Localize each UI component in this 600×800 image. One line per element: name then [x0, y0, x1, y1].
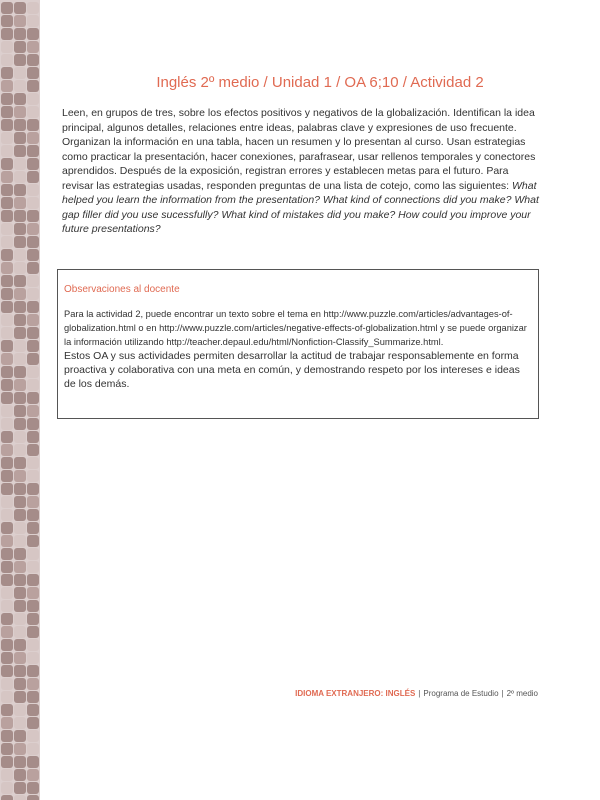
sidebar-tile: [27, 483, 39, 495]
sidebar-tile: [1, 80, 13, 92]
sidebar-tile: [27, 171, 39, 183]
sidebar-tile: [14, 145, 26, 157]
sidebar-tile: [14, 639, 26, 651]
sidebar-tile: [27, 626, 39, 638]
teacher-observations-box: [57, 269, 539, 419]
sidebar-tile: [1, 756, 13, 768]
sidebar-tile: [14, 535, 26, 547]
sidebar-tile: [14, 730, 26, 742]
sidebar-tile: [14, 132, 26, 144]
sidebar-tile: [1, 236, 13, 248]
sidebar-tile: [1, 366, 13, 378]
sidebar-tile: [1, 509, 13, 521]
sidebar-tile: [1, 574, 13, 586]
sidebar-tile: [14, 795, 26, 800]
sidebar-tile: [1, 15, 13, 27]
sidebar-tile: [1, 223, 13, 235]
sidebar-tile: [14, 171, 26, 183]
sidebar-tile: [27, 574, 39, 586]
sidebar-tile: [1, 483, 13, 495]
sidebar-tile: [27, 613, 39, 625]
sidebar-tile: [27, 379, 39, 391]
sidebar-tile: [1, 769, 13, 781]
sidebar-tile: [1, 353, 13, 365]
sidebar-tile: [14, 704, 26, 716]
sidebar-tile: [14, 509, 26, 521]
sidebar-tile: [27, 678, 39, 690]
sidebar-tile: [1, 119, 13, 131]
page-title: Inglés 2º medio / Unidad 1 / OA 6;10 / Actividad 2: [156, 74, 484, 91]
sidebar-tile: [14, 80, 26, 92]
sidebar-tile: [1, 639, 13, 651]
sidebar-tile: [27, 236, 39, 248]
sidebar-tile: [27, 132, 39, 144]
sidebar-tile: [14, 626, 26, 638]
sidebar-tile: [1, 613, 13, 625]
sidebar-tile: [1, 379, 13, 391]
sidebar-tile: [1, 470, 13, 482]
sidebar-tile: [1, 730, 13, 742]
sidebar-tile: [1, 444, 13, 456]
sidebar-tile: [14, 184, 26, 196]
sidebar-tile: [27, 600, 39, 612]
sidebar-tile: [14, 769, 26, 781]
sidebar-tile: [14, 522, 26, 534]
sidebar-tile: [14, 223, 26, 235]
sidebar-tile: [27, 67, 39, 79]
sidebar-tile: [27, 639, 39, 651]
sidebar-tile: [14, 483, 26, 495]
sidebar-tile: [27, 249, 39, 261]
sidebar-tile: [1, 678, 13, 690]
sidebar-tile: [14, 756, 26, 768]
sidebar-tile: [14, 158, 26, 170]
sidebar-tile: [1, 691, 13, 703]
sidebar-tile: [27, 691, 39, 703]
sidebar-tile: [27, 210, 39, 222]
sidebar-tile: [27, 457, 39, 469]
sidebar-tile: [27, 301, 39, 313]
sidebar-tile: [27, 756, 39, 768]
sidebar-tile: [27, 496, 39, 508]
sidebar-tile: [1, 158, 13, 170]
sidebar-tile: [27, 444, 39, 456]
sidebar-tile: [14, 743, 26, 755]
sidebar-tile: [27, 28, 39, 40]
sidebar-tile: [27, 54, 39, 66]
sidebar-tile: [27, 15, 39, 27]
sidebar-tile: [14, 275, 26, 287]
sidebar-tile: [14, 782, 26, 794]
sidebar-tile: [14, 613, 26, 625]
footer-separator-2: |: [501, 689, 504, 698]
sidebar-tile: [27, 2, 39, 14]
sidebar-tile: [1, 171, 13, 183]
sidebar-tile: [14, 54, 26, 66]
sidebar-tile: [27, 119, 39, 131]
sidebar-tile: [1, 535, 13, 547]
sidebar-tile: [27, 470, 39, 482]
sidebar-tile: [1, 652, 13, 664]
sidebar-tile: [14, 496, 26, 508]
sidebar-tile: [1, 288, 13, 300]
sidebar-tile: [1, 197, 13, 209]
sidebar-tile: [14, 665, 26, 677]
sidebar-tile: [14, 119, 26, 131]
sidebar-tile: [1, 262, 13, 274]
sidebar-tile: [27, 652, 39, 664]
sidebar-tile: [27, 522, 39, 534]
sidebar-tile: [14, 15, 26, 27]
sidebar-tile: [27, 145, 39, 157]
sidebar-tile: [27, 327, 39, 339]
decorative-sidebar: [0, 0, 40, 800]
sidebar-tile: [1, 184, 13, 196]
sidebar-tile: [1, 587, 13, 599]
observations-title: Observaciones al docente: [64, 284, 180, 295]
sidebar-tile: [14, 717, 26, 729]
sidebar-tile: [14, 67, 26, 79]
sidebar-tile: [27, 431, 39, 443]
sidebar-tile: [14, 2, 26, 14]
sidebar-tile: [14, 431, 26, 443]
footer-separator-1: |: [418, 689, 421, 698]
sidebar-tile: [14, 691, 26, 703]
sidebar-tile: [27, 561, 39, 573]
sidebar-tile: [27, 288, 39, 300]
sidebar-tile: [27, 782, 39, 794]
sidebar-tile: [14, 314, 26, 326]
page-footer: [295, 689, 538, 698]
sidebar-tile: [14, 561, 26, 573]
sidebar-tile: [27, 184, 39, 196]
footer-program: Programa de Estudio: [423, 689, 499, 698]
sidebar-tile: [27, 80, 39, 92]
sidebar-tile: [27, 509, 39, 521]
sidebar-tile: [1, 340, 13, 352]
sidebar-tile: [1, 93, 13, 105]
sidebar-tile: [14, 340, 26, 352]
sidebar-tile: [27, 665, 39, 677]
sidebar-tile: [27, 158, 39, 170]
sidebar-tile: [1, 704, 13, 716]
sidebar-tile: [1, 249, 13, 261]
sidebar-tile: [27, 717, 39, 729]
sidebar-tile: [1, 457, 13, 469]
activity-questions: What helped you learn the information from the presentation? What kind of connections did you make? What gap filler did you use sucessfully? What kind of mistakes did you make? How could you improve your future presentations?: [62, 179, 539, 235]
sidebar-tile: [1, 54, 13, 66]
sidebar-tile: [14, 28, 26, 40]
sidebar-tile: [27, 730, 39, 742]
sidebar-tile: [27, 392, 39, 404]
footer-subject: IDIOMA EXTRANJERO: INGLÉS: [295, 689, 416, 698]
sidebar-tile: [14, 41, 26, 53]
sidebar-tile: [27, 314, 39, 326]
sidebar-tile: [1, 67, 13, 79]
sidebar-tile: [14, 470, 26, 482]
observations-paragraph-resources: Para la actividad 2, puede encontrar un texto sobre el tema en http://www.puzzle.com/articles/advantages-of-globalization.html o en http://www.puzzle.com/articles/negative-effects-of-globalization.html y se puede organizar la información utilizando http://teacher.depaul.edu/html/Nonfiction-Classify_Summarize.html.: [64, 309, 527, 347]
sidebar-tile: [14, 301, 26, 313]
sidebar-tile: [27, 41, 39, 53]
sidebar-tile: [14, 249, 26, 261]
activity-description: [62, 106, 540, 237]
sidebar-tile: [14, 197, 26, 209]
sidebar-tile: [14, 652, 26, 664]
sidebar-tile: [27, 275, 39, 287]
sidebar-tile: [14, 678, 26, 690]
sidebar-tile: [1, 795, 13, 800]
sidebar-tile: [27, 743, 39, 755]
sidebar-tile: [14, 405, 26, 417]
sidebar-tile: [1, 392, 13, 404]
sidebar-tile: [27, 353, 39, 365]
sidebar-tile: [14, 548, 26, 560]
sidebar-tile: [27, 262, 39, 274]
sidebar-tile: [1, 314, 13, 326]
sidebar-tile: [27, 405, 39, 417]
sidebar-tile: [1, 782, 13, 794]
sidebar-tile: [27, 93, 39, 105]
sidebar-tile: [27, 418, 39, 430]
sidebar-tile: [1, 522, 13, 534]
sidebar-tile: [14, 587, 26, 599]
sidebar-tile: [14, 236, 26, 248]
sidebar-tile: [1, 2, 13, 14]
sidebar-tile: [1, 275, 13, 287]
sidebar-tile: [14, 210, 26, 222]
sidebar-tile: [14, 262, 26, 274]
sidebar-tile: [1, 717, 13, 729]
sidebar-tile: [27, 535, 39, 547]
activity-text: Leen, en grupos de tres, sobre los efectos positivos y negativos de la globalización. Identifican la idea principal, algunos detalles, relaciones entre ideas, palabras clave y expresiones de uso frecuente. Organizan la información en una tabla, hacen un resumen y lo presentan al curso. Usan estrategias como practicar la presentación, hacer conexiones, parafrasear, usar rellenos temporales y conectores aprendidos. Después de la exposición, registran errores y establecen metas para el futuro. Para revisar las estrategias usadas, responden preguntas de una lista de cotejo, como las siguientes:: [62, 107, 536, 192]
sidebar-tile: [27, 587, 39, 599]
sidebar-tile: [1, 418, 13, 430]
sidebar-tile: [1, 132, 13, 144]
sidebar-tile: [1, 743, 13, 755]
sidebar-tile: [1, 600, 13, 612]
sidebar-tile: [27, 548, 39, 560]
sidebar-tile: [27, 223, 39, 235]
sidebar-tile: [14, 444, 26, 456]
sidebar-tile: [1, 548, 13, 560]
footer-grade: 2º medio: [506, 689, 538, 698]
sidebar-tile: [27, 769, 39, 781]
sidebar-tile: [1, 496, 13, 508]
sidebar-tile: [1, 626, 13, 638]
sidebar-tile: [27, 704, 39, 716]
sidebar-tile: [1, 210, 13, 222]
sidebar-tile: [14, 353, 26, 365]
sidebar-tile: [1, 665, 13, 677]
sidebar-tile: [14, 327, 26, 339]
sidebar-tile: [1, 301, 13, 313]
sidebar-tile: [1, 405, 13, 417]
sidebar-tile: [1, 41, 13, 53]
sidebar-tile: [14, 366, 26, 378]
sidebar-tile: [14, 288, 26, 300]
sidebar-tile: [14, 392, 26, 404]
sidebar-tile-pattern: [1, 2, 39, 800]
sidebar-tile: [14, 418, 26, 430]
sidebar-tile: [1, 106, 13, 118]
sidebar-tile: [14, 600, 26, 612]
sidebar-tile: [14, 93, 26, 105]
sidebar-tile: [1, 145, 13, 157]
sidebar-tile: [14, 457, 26, 469]
sidebar-tile: [1, 561, 13, 573]
sidebar-tile: [1, 327, 13, 339]
sidebar-tile: [1, 28, 13, 40]
sidebar-tile: [14, 106, 26, 118]
sidebar-tile: [27, 340, 39, 352]
sidebar-tile: [27, 366, 39, 378]
observations-paragraph-attitudes: Estos OA y sus actividades permiten desarrollar la actitud de trabajar responsablemente en forma proactiva y colaborativa con una meta en común, y demostrando respeto por los intereses e ideas de los demás.: [64, 350, 520, 390]
sidebar-tile: [14, 574, 26, 586]
sidebar-tile: [14, 379, 26, 391]
sidebar-tile: [27, 197, 39, 209]
sidebar-tile: [27, 795, 39, 800]
sidebar-tile: [1, 431, 13, 443]
sidebar-tile: [27, 106, 39, 118]
